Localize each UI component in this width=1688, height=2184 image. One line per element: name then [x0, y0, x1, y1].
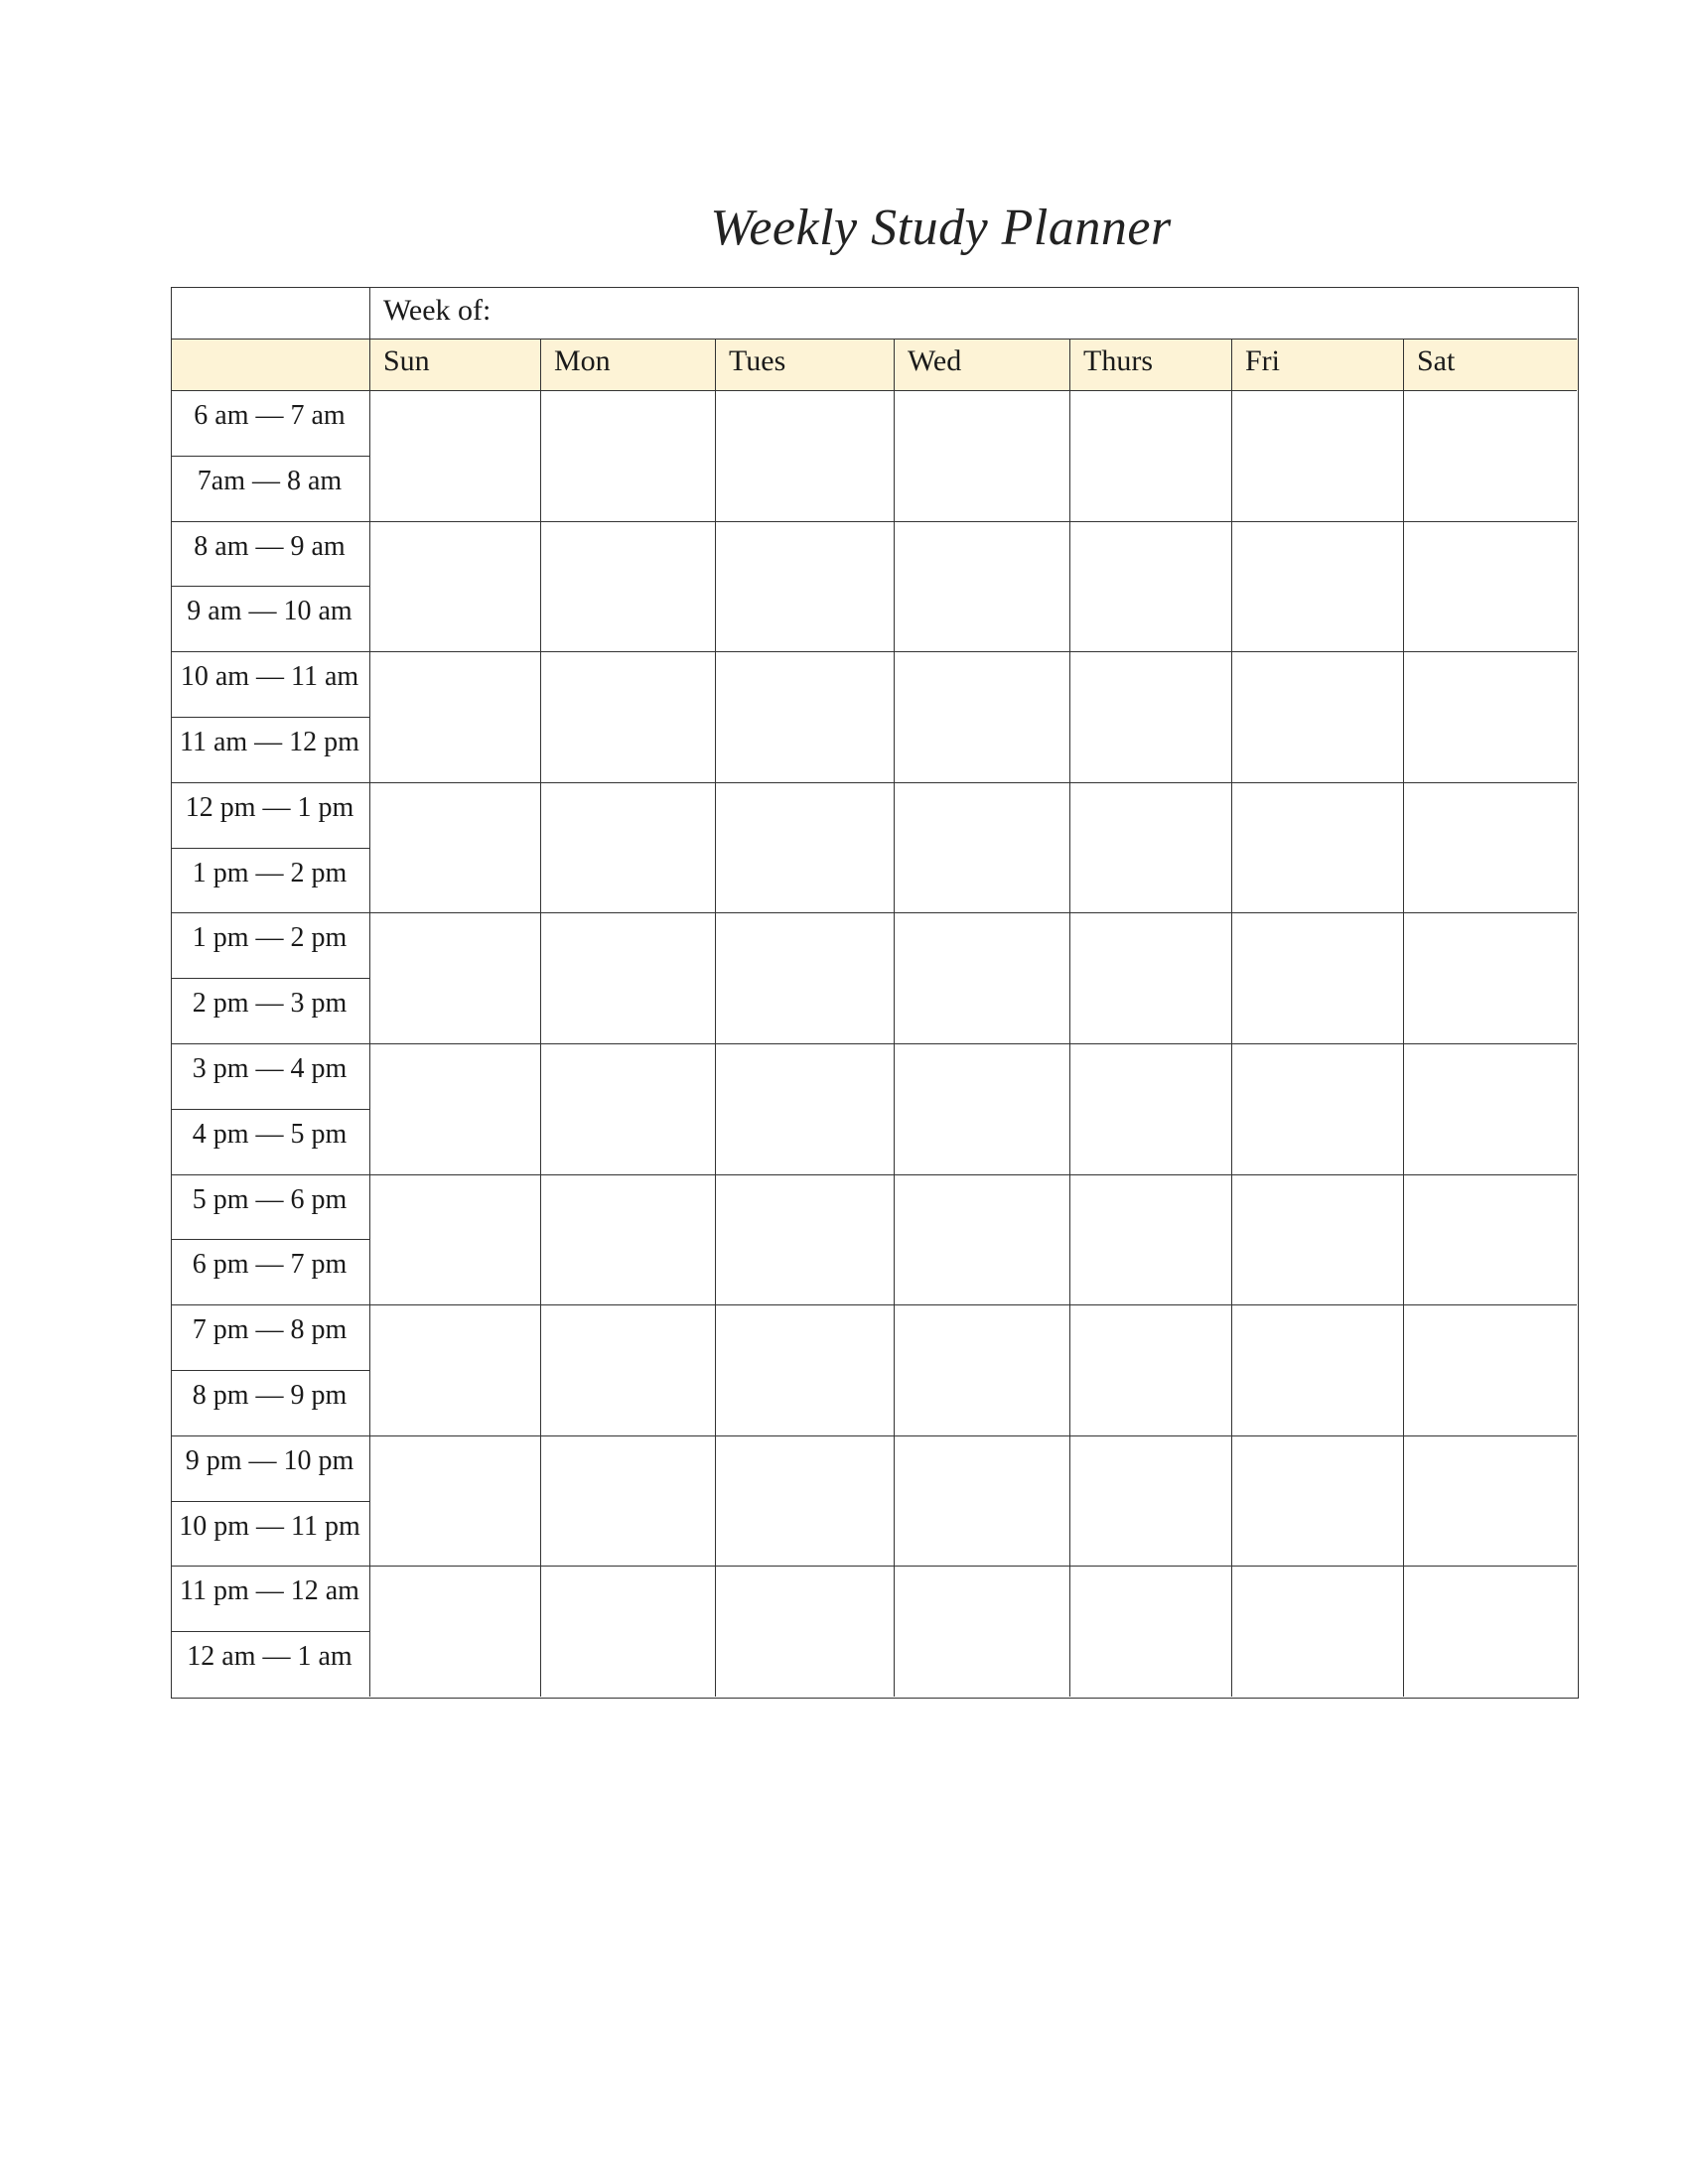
planner-cell-wed[interactable] [894, 912, 1069, 1043]
time-slot-divider [172, 1501, 369, 1502]
planner-cell-thurs[interactable] [1069, 782, 1231, 913]
planner-cell-fri[interactable] [1231, 390, 1403, 521]
planner-cell-tues[interactable] [715, 651, 894, 782]
planner-cell-fri[interactable] [1231, 782, 1403, 913]
day-header-sun: Sun [383, 344, 430, 377]
time-slot-label: 1 pm — 2 pm [192, 922, 348, 954]
planner-cell-sun[interactable] [369, 390, 540, 521]
time-slot-label: 10 am — 11 am [180, 661, 359, 693]
time-slot-divider [172, 717, 369, 718]
planner-cell-sat[interactable] [1403, 521, 1577, 652]
planner-cell-mon[interactable] [540, 1174, 715, 1305]
planner-cell-tues[interactable] [715, 782, 894, 913]
planner-cell-sat[interactable] [1403, 1566, 1577, 1697]
day-header-mon: Mon [554, 344, 611, 377]
planner-cell-tues[interactable] [715, 1566, 894, 1697]
planner-cell-wed[interactable] [894, 1304, 1069, 1435]
planner-cell-fri[interactable] [1231, 1304, 1403, 1435]
day-header-wed: Wed [908, 344, 962, 377]
planner-cell-sat[interactable] [1403, 1043, 1577, 1174]
time-slot-label: 8 am — 9 am [194, 530, 346, 562]
planner-cell-sun[interactable] [369, 1174, 540, 1305]
planner-cell-mon[interactable] [540, 1304, 715, 1435]
planner-cell-tues[interactable] [715, 1304, 894, 1435]
planner-cell-wed[interactable] [894, 1043, 1069, 1174]
week-row-divider [172, 339, 1577, 340]
planner-cell-fri[interactable] [1231, 521, 1403, 652]
day-header-fri: Fri [1245, 344, 1281, 377]
planner-cell-sun[interactable] [369, 1304, 540, 1435]
planner-cell-mon[interactable] [540, 912, 715, 1043]
planner-cell-sun[interactable] [369, 521, 540, 652]
planner-cell-fri[interactable] [1231, 651, 1403, 782]
time-slot-label: 1 pm — 2 pm [192, 857, 348, 888]
time-slot-label: 11 pm — 12 am [180, 1575, 359, 1607]
planner-cell-fri[interactable] [1231, 1174, 1403, 1305]
day-header-thurs: Thurs [1083, 344, 1153, 377]
planner-cell-wed[interactable] [894, 782, 1069, 913]
planner-cell-tues[interactable] [715, 1435, 894, 1567]
planner-cell-sat[interactable] [1403, 651, 1577, 782]
planner-cell-sun[interactable] [369, 1435, 540, 1567]
planner-cell-sat[interactable] [1403, 1304, 1577, 1435]
planner-cell-tues[interactable] [715, 1043, 894, 1174]
planner-cell-fri[interactable] [1231, 1435, 1403, 1567]
time-slot-label: 6 am — 7 am [194, 400, 346, 431]
time-slot-label: 9 pm — 10 pm [185, 1444, 354, 1476]
time-slot-label: 6 pm — 7 pm [192, 1249, 348, 1281]
time-slot-divider [172, 978, 369, 979]
planner-cell-fri[interactable] [1231, 1043, 1403, 1174]
time-slot-divider [172, 848, 369, 849]
planner-cell-wed[interactable] [894, 521, 1069, 652]
planner-cell-thurs[interactable] [1069, 1435, 1231, 1567]
planner-cell-wed[interactable] [894, 1435, 1069, 1567]
planner-cell-mon[interactable] [540, 651, 715, 782]
planner-cell-sun[interactable] [369, 651, 540, 782]
planner-cell-wed[interactable] [894, 651, 1069, 782]
planner-cell-mon[interactable] [540, 1043, 715, 1174]
planner-cell-mon[interactable] [540, 1435, 715, 1567]
planner-cell-tues[interactable] [715, 521, 894, 652]
time-slot-label: 9 am — 10 am [187, 596, 352, 627]
planner-cell-thurs[interactable] [1069, 390, 1231, 521]
day-header-sat: Sat [1417, 344, 1456, 377]
time-slot-label: 5 pm — 6 pm [192, 1183, 348, 1215]
day-header-tues: Tues [729, 344, 786, 377]
planner-cell-sun[interactable] [369, 782, 540, 913]
time-slot-label: 8 pm — 9 pm [192, 1380, 348, 1411]
planner-cell-thurs[interactable] [1069, 1174, 1231, 1305]
planner-cell-mon[interactable] [540, 390, 715, 521]
planner-cell-mon[interactable] [540, 1566, 715, 1697]
time-slot-label: 11 am — 12 pm [180, 727, 359, 757]
planner-table [171, 287, 1579, 1699]
planner-cell-thurs[interactable] [1069, 1043, 1231, 1174]
week-of-label: Week of: [383, 294, 492, 327]
time-slot-divider [172, 1109, 369, 1110]
time-slot-divider [172, 1239, 369, 1240]
planner-cell-thurs[interactable] [1069, 1304, 1231, 1435]
planner-cell-sat[interactable] [1403, 390, 1577, 521]
time-slot-label: 7am — 8 am [197, 465, 343, 496]
planner-cell-sun[interactable] [369, 912, 540, 1043]
time-slot-label: 4 pm — 5 pm [192, 1118, 348, 1150]
planner-cell-sat[interactable] [1403, 1435, 1577, 1567]
planner-cell-tues[interactable] [715, 390, 894, 521]
planner-cell-mon[interactable] [540, 521, 715, 652]
time-slot-label: 2 pm — 3 pm [192, 988, 348, 1020]
planner-cell-wed[interactable] [894, 1566, 1069, 1697]
planner-cell-fri[interactable] [1231, 912, 1403, 1043]
time-slot-label: 12 am — 1 am [187, 1641, 352, 1673]
planner-cell-sun[interactable] [369, 1566, 540, 1697]
time-slot-label: 12 pm — 1 pm [185, 791, 354, 823]
planner-cell-sat[interactable] [1403, 1174, 1577, 1305]
planner-cell-wed[interactable] [894, 390, 1069, 521]
planner-cell-sat[interactable] [1403, 912, 1577, 1043]
planner-cell-thurs[interactable] [1069, 521, 1231, 652]
planner-cell-mon[interactable] [540, 782, 715, 913]
planner-cell-thurs[interactable] [1069, 1566, 1231, 1697]
page-title: Weekly Study Planner [710, 200, 1172, 256]
time-slot-divider [172, 1631, 369, 1632]
planner-cell-sat[interactable] [1403, 782, 1577, 913]
time-slot-label: 3 pm — 4 pm [192, 1053, 348, 1084]
planner-cell-thurs[interactable] [1069, 912, 1231, 1043]
planner-cell-fri[interactable] [1231, 1566, 1403, 1697]
time-slot-divider [172, 1370, 369, 1371]
time-slot-label: 7 pm — 8 pm [192, 1314, 348, 1346]
planner-cell-sun[interactable] [369, 1043, 540, 1174]
planner-cell-thurs[interactable] [1069, 651, 1231, 782]
time-slot-divider [172, 456, 369, 457]
planner-cell-tues[interactable] [715, 1174, 894, 1305]
time-slot-divider [172, 586, 369, 587]
planner-cell-tues[interactable] [715, 912, 894, 1043]
planner-cell-wed[interactable] [894, 1174, 1069, 1305]
time-slot-label: 10 pm — 11 pm [179, 1510, 360, 1542]
